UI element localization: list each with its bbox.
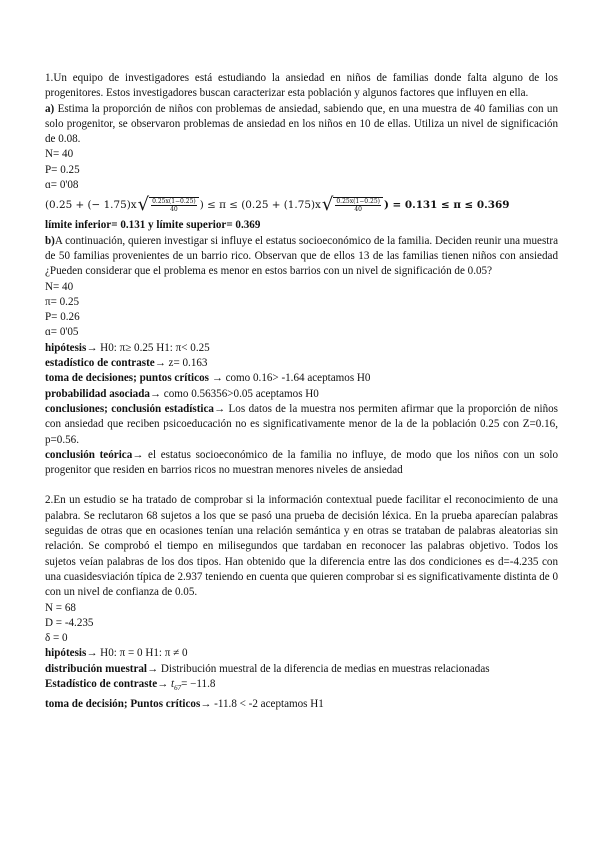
ex2-distribution-text: → Distribución muestral de la diferencia de medias en muestras relacionadas xyxy=(147,662,490,675)
exercise-1a xyxy=(45,102,558,148)
ex2-decision xyxy=(45,697,558,712)
decision-label: toma de decisiones; puntos críticos xyxy=(45,372,209,385)
ex2-decision-text: → -11.8 < -2 aceptamos H1 xyxy=(200,697,324,710)
exercise-2-intro: 2.En un estudio se ha tratado de comprobar si la información contextual puede facilitar el reconocimiento de una palabra. Se reclutaron 68 sujetos a los que se pasó una prueba de decisión léxica. En la prueba aparecían palabras seguidas de otras que en ocasiones tenían una relación semántica y en otras se trataban de palabras aleatorias sin relación. Se comprobó el tiempo en milisegundos que tardaban en reconocer las palabras objetivo. Todos los sujetos veían palabras de los dos tipos. Han obtenido que la diferencia entre las dos condiciones es d=-4.235 con una cuasidesviación típica de 2.937 teniendo en cuenta que quieren comprobar si es significativamente distinta de 0 con un nivel de confianza de 0.05. xyxy=(45,494,558,599)
ex2-t-value: = −11.8 xyxy=(181,677,216,690)
hypothesis-label: hipótesis xyxy=(45,341,87,354)
sqrt-term-2: √ $\frac{0.25x(1-0.25)}{40}$ xyxy=(322,195,383,215)
part-a-label: a) xyxy=(45,102,55,115)
ex2-delta: δ = 0 xyxy=(45,632,68,645)
probability-text: → como 0.56356>0.05 aceptamos H0 xyxy=(149,387,319,400)
ex2-mean-difference: D = -4.235 xyxy=(45,616,94,629)
interval-limits: límite inferior= 0.131 y límite superior= 0.369 xyxy=(45,219,261,232)
sqrt-2-denominator: 40 xyxy=(354,206,362,214)
document-body xyxy=(45,71,558,712)
ex2-test-statistic-label: Estadístico de contraste xyxy=(45,677,158,690)
hypothesis-text: → H0: π≥ 0.25 H1: π< 0.25 xyxy=(86,341,210,354)
spacer xyxy=(45,478,558,493)
sqrt-term-1: √ $\frac{0.25x(1-0.25)}{40}$ xyxy=(138,195,199,215)
b-conclusion xyxy=(45,402,558,448)
part-b-label: b) xyxy=(45,234,55,247)
b-sample-size: N= 40 xyxy=(45,280,74,293)
ex2-hypothesis xyxy=(45,646,558,661)
ex2-decision-label: toma de decisión; Puntos críticos xyxy=(45,697,201,710)
sqrt-1-numerator: 0.25x(1−0.25) xyxy=(152,198,196,206)
b-decision xyxy=(45,371,558,386)
ex2-hypothesis-text: → H0: π = 0 H1: π ≠ 0 xyxy=(86,647,188,660)
b-population-proportion: π= 0.25 xyxy=(45,295,80,308)
probability-label: probabilidad asociada xyxy=(45,387,150,400)
sample-size: N= 40 xyxy=(45,148,74,161)
exercise-1b xyxy=(45,234,558,280)
theoretical-conclusion-label: conclusión teórica xyxy=(45,448,133,461)
conclusion-text: → Los datos de la muestra nos permiten afirmar que la proporción de niños con ansiedad que reciben psicoeducación no es significativamente menor de la de la población 0.25 con Z=0.16, p=0.56. xyxy=(45,402,558,446)
ex2-arrow: → xyxy=(157,677,172,690)
formula-left: (0.25 + (− 1.75)x xyxy=(45,198,137,211)
b-probability xyxy=(45,387,558,402)
confidence-interval-formula xyxy=(45,195,558,215)
sqrt-2-numerator: 0.25x(1−0.25) xyxy=(336,198,380,206)
test-statistic-label: estadístico de contraste xyxy=(45,357,155,370)
ex2-sampling-distribution xyxy=(45,662,558,677)
theoretical-conclusion-text: → el estatus socioeconómico de la familia no influye, de modo que los niños con un solo progenitor que residen en barrios ricos no muestran menores niveles de ansiedad xyxy=(45,448,558,477)
formula-result: ) = 0.131 ≤ π ≤ 0.369 xyxy=(384,198,510,211)
formula-middle: ) ≤ π ≤ (0.25 + (1.75)x xyxy=(199,198,321,211)
b-hypothesis xyxy=(45,341,558,356)
ex2-degrees-of-freedom: 67 xyxy=(174,684,182,693)
b-test-statistic xyxy=(45,356,558,371)
exercise-1-intro: 1.Un equipo de investigadores está estudiando la ansiedad en niños de familias donde falta alguno de los progenitores. Estos investigadores buscan caracterizar esta población y algunos factores que influyen en ella. xyxy=(45,72,558,100)
sample-proportion: P= 0.25 xyxy=(45,163,80,176)
ex2-sample-size: N = 68 xyxy=(45,601,76,614)
ex2-t-variable: t xyxy=(171,677,175,690)
sqrt-1-denominator: 40 xyxy=(170,206,178,214)
conclusion-label: conclusiones; conclusión estadística xyxy=(45,402,214,415)
alpha-level: ɑ= 0'08 xyxy=(45,179,79,192)
part-b-text: A continuación, quieren investigar si influye el estatus socioeconómico de la familia. Deciden reunir una muestra de 50 familias provenientes de un barrio rico. Observan que de ellos 13 de las familias tienen niños con ansiedad ¿Pueden considerar que el problema es menor en estos barrios con un nivel de significación de 0.05? xyxy=(45,234,558,278)
ex2-distribution-label: distribución muestral xyxy=(45,662,148,675)
b-sample-proportion: P= 0.26 xyxy=(45,311,80,324)
b-theoretical-conclusion xyxy=(45,448,558,479)
test-statistic-text: → z= 0.163 xyxy=(154,357,208,370)
ex2-test-statistic xyxy=(45,677,558,697)
part-a-text: Estima la proporción de niños con problemas de ansiedad, sabiendo que, en una muestra de 40 familias con un solo progenitor, se observaron problemas de ansiedad en los niños en 10 de ellas. Utiliza un nivel de significación de 0.08. xyxy=(45,102,558,146)
b-alpha-level: ɑ= 0'05 xyxy=(45,326,79,339)
ex2-hypothesis-label: hipótesis xyxy=(45,647,87,660)
decision-text: → como 0.16> -1.64 aceptamos H0 xyxy=(208,372,371,385)
